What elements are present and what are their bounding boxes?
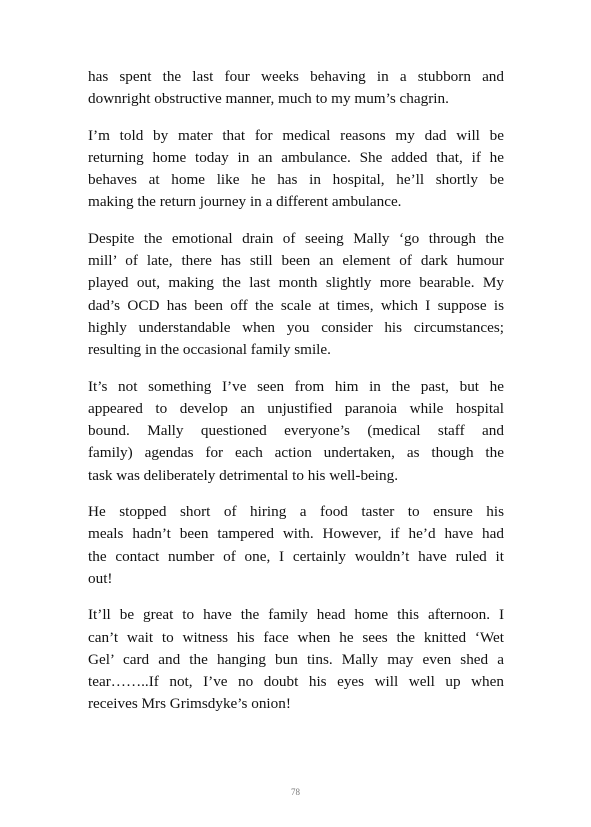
text-line: task was deliberately detrimental to his well-being.	[88, 466, 398, 484]
text-line: the contact number of one, I certainly wouldn’t have ruled it	[88, 547, 504, 565]
paragraph	[88, 125, 504, 214]
text-line: Despite the emotional drain of seeing Mally ‘go through the	[88, 229, 504, 247]
page-number: 78	[291, 787, 300, 797]
text-line: appeared to develop an unjustified paranoia while hospital	[88, 399, 504, 417]
text-line: dad’s OCD has been off the scale at times, which I suppose is	[88, 296, 504, 314]
text-line: I’m told by mater that for medical reasons my dad will be	[88, 126, 504, 144]
text-line: played out, making the last month slightly more bearable. My	[88, 274, 504, 292]
text-line: resulting in the occasional family smile.	[88, 341, 331, 359]
paragraph	[88, 604, 504, 715]
text-line: downright obstructive manner, much to my mum’s chagrin.	[88, 90, 449, 108]
text-line: returning home today in an ambulance. She added that, if he	[88, 148, 504, 166]
text-line: making the return journey in a different ambulance.	[88, 193, 402, 211]
text-line: behaves at home like he has in hospital, he’ll shortly be	[88, 171, 504, 189]
page-body	[88, 66, 504, 730]
text-line: Gel’ card and the hanging bun tins. Mally may even shed a	[88, 650, 504, 668]
text-line: It’ll be great to have the family head home this afternoon. I	[88, 606, 504, 624]
text-line: has spent the last four weeks behaving in a stubborn and	[88, 68, 504, 85]
paragraph	[88, 228, 504, 362]
text-line: It’s not something I’ve seen from him in the past, but he	[88, 377, 504, 395]
text-line: He stopped short of hiring a food taster to ensure his	[88, 503, 504, 521]
text-line: highly understandable when you consider his circumstances;	[88, 318, 504, 336]
paragraph	[88, 376, 504, 487]
paragraph	[88, 66, 504, 111]
text-line: mill’ of late, there has still been an element of dark humour	[88, 252, 504, 270]
paragraph	[88, 501, 504, 590]
text-line: meals hadn’t been tampered with. However, if he’d have had	[88, 525, 504, 543]
text-line: bound. Mally questioned everyone’s (medical staff and	[88, 422, 504, 440]
text-line: out!	[88, 569, 113, 587]
text-line: can’t wait to witness his face when he sees the knitted ‘Wet	[88, 628, 504, 646]
text-line: tear……..If not, I’ve no doubt his eyes will well up when	[88, 673, 504, 691]
text-line: family) agendas for each action undertaken, as though the	[88, 444, 504, 462]
text-line: receives Mrs Grimsdyke’s onion!	[88, 695, 291, 713]
